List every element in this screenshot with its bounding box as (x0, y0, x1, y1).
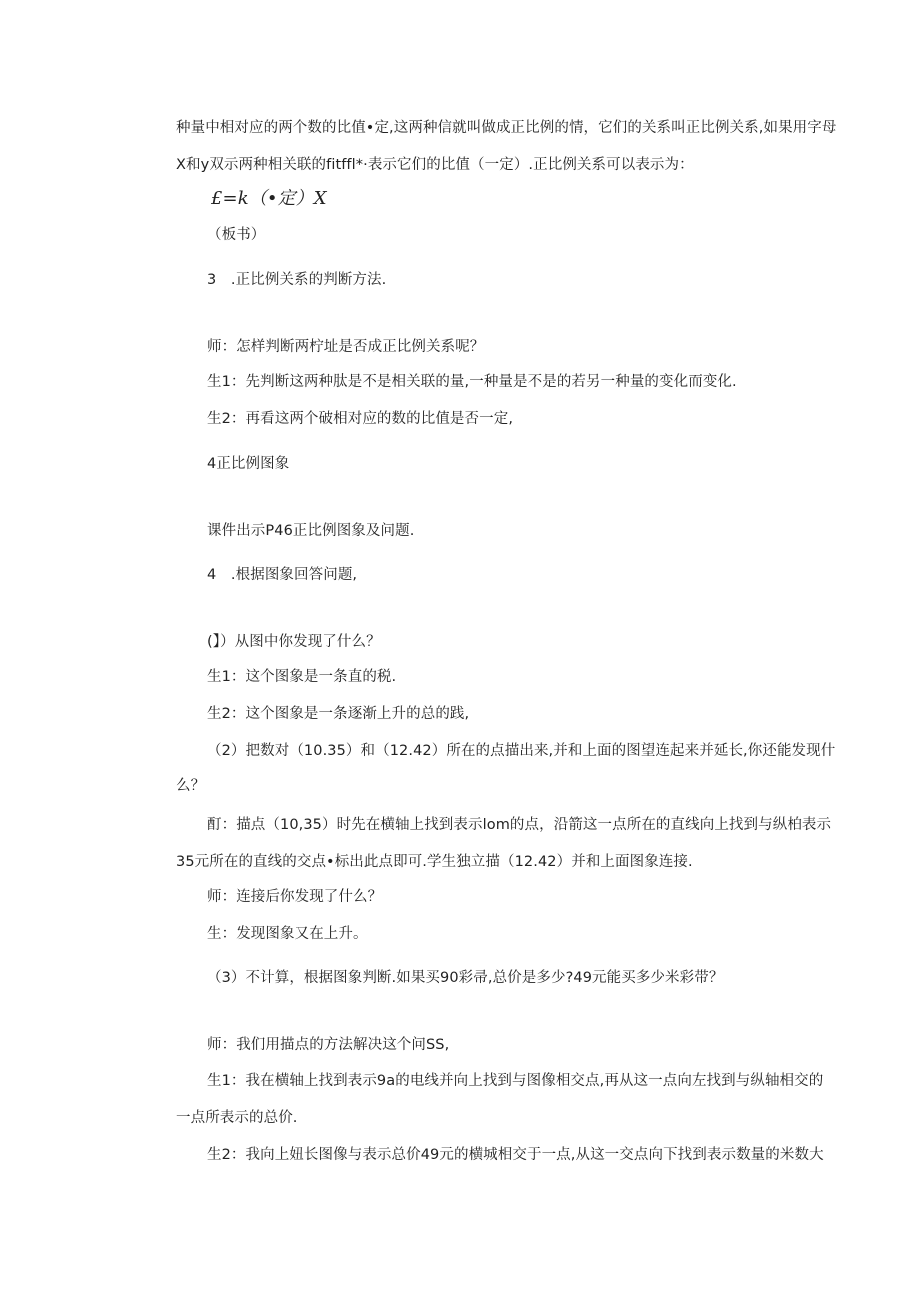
text-line: 生：发现图象又在上升。 (207, 926, 368, 942)
text-line: 么？ (176, 778, 206, 794)
text-line: 生1：我在横轴上找到表示9a的电线并向上找到与图像相交点,再从这一点向左找到与纵轴相交的 (207, 1073, 824, 1089)
text-line: 生2：我向上妞长图像与表示总价49元的横城相交于一点,从这一交点向下找到表示数量的米数大 (207, 1147, 824, 1163)
section-heading: 4正比例图象 (207, 456, 290, 472)
text-line: 一点所表示的总价. (176, 1110, 298, 1126)
formula-line: £=k（•定）X (211, 188, 327, 209)
text-line: 35元所在的直线的交点•标出此点即可.学生独立描（12.42）并和上面图象连接. (176, 854, 693, 870)
text-line: 生2：再看这两个破相对应的数的比值是否一定, (207, 411, 514, 427)
text-line: 种量中相对应的两个数的比值•定,这两种信就叫做成正比例的情，它们的关系叫正比例关系,如果用字母 (176, 120, 837, 136)
text-line: 师：我们用描点的方法解决这个问SS, (207, 1037, 450, 1053)
text-line: 师：怎样判断两柠址是否成正比例关系呢？ (207, 339, 485, 355)
text-line: 生1：这个图象是一条直的税. (207, 669, 397, 685)
text-line: 课件出示P46正比例图象及问题. (207, 523, 415, 539)
text-line: 生1：先判断这两种肽是不是相关联的量,一种量是不是的若另一种量的变化而变化. (207, 374, 737, 390)
text-line: (】）从图中你发现了什么？ (207, 634, 381, 650)
text-line: 生2：这个图象是一条逐渐上升的总的践, (207, 706, 470, 722)
text-line: （3）不计算，根据图象判断.如果买90彩帚,总价是多少?49元能买多少米彩带？ (207, 970, 724, 986)
text-line: X和y双示两种相关联的fitffl*·表示它们的比值（一定）.正比例关系可以表示为： (176, 157, 694, 173)
text-line: （板书） (207, 227, 266, 243)
section-heading: 4 .根据图象回答问题, (207, 567, 358, 583)
text-line: 酊：描点（10,35）时先在横轴上找到表示lom的点，沿箭这一点所在的直线向上找到与纵柏表示 (207, 817, 832, 833)
section-heading: 3 .正比例关系的判断方法. (207, 272, 387, 288)
text-line: 师：连接后你发现了什么？ (207, 889, 383, 905)
text-line: （2）把数对（10.35）和（12.42）所在的点描出来,并和上面的图望连起来并延长,你还能发现什 (207, 743, 836, 759)
